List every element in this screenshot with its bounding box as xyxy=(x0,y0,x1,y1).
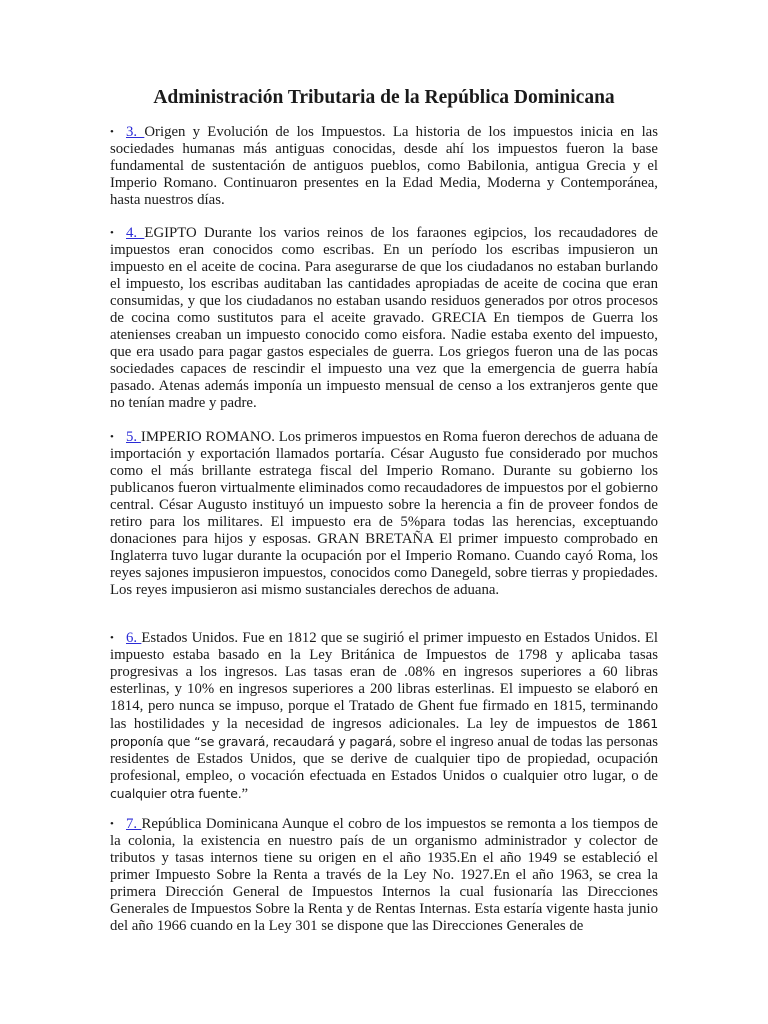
item-text-sans: cualquier otra fuente. xyxy=(110,786,242,801)
item-text: ” xyxy=(241,786,249,802)
item-text-sans: de 1861 proponía que “se gravará, recaudará y pagará, xyxy=(110,716,658,749)
item-text: República Dominicana Aunque el cobro de los impuestos se remonta a los tiempos de la colonia, la existencia en nuestro país de un organismo administrador y colector de tributos y tasas internos tiene su origen en el año 1935.En el año 1949 se estableció el primer Impuesto Sobre la Renta a través de la Ley No. 1927.En el año 1963, se crea la primera Dirección General de Impuestos Internos la cual fusionaría las Direcciones Generales de Impuestos Sobre la Renta y de Rentas Internas. Esta estaría vigente hasta junio del año 1966 cuando en la Ley 301 se dispone que las Direcciones Generales de xyxy=(110,816,658,934)
list-item xyxy=(110,225,658,412)
bullet-icon xyxy=(110,124,126,141)
list-item xyxy=(110,124,658,209)
item-text: Origen y Evolución de los Impuestos. La historia de los impuestos inicia en las sociedades humanas más antiguas conocidas, desde ahí los impuestos fueron la base fundamental de sustentación de antiguos pueblos, como Babilonia, antigua Grecia y el Imperio Romano. Continuaron presentes en la Edad Media, Moderna y Contemporánea, hasta nuestros días. xyxy=(110,124,658,208)
item-text: sobre el ingreso anual de todas las personas residentes de Estados Unidos, que se derive de cualquier tipo de propiedad, ocupación profesional, empleo, o vocación efectuada en Estados Unidos o cualquier otro lugar, o de xyxy=(110,734,658,784)
list-item xyxy=(110,630,658,803)
list-item xyxy=(110,816,658,935)
document-title: Administración Tributaria de la República Dominicana xyxy=(153,87,615,108)
bullet-icon xyxy=(110,429,126,446)
item-number-link[interactable]: 7. xyxy=(126,816,142,832)
item-number-link[interactable]: 6. xyxy=(126,630,142,646)
bullet-icon xyxy=(110,816,126,833)
item-text: IMPERIO ROMANO. Los primeros impuestos en Roma fueron derechos de aduana de importación y exportación llamados portaría. César Augusto fue considerado por muchos como el más brillante estratega fiscal del Imperio Romano. Durante su gobierno los publicanos fueron virtualmente eliminados como recaudadores de impuestos por el gobierno central. César Augusto instituyó un impuesto sobre la herencia a fin de proveer fondos de retiro para los militares. El impuesto era de 5%para todas las herencias, exceptuando donaciones para hijos y esposas. GRAN BRETAÑA El primer impuesto comprobado en Inglaterra tuvo lugar durante la ocupación por el Imperio Romano. Cuando cayó Roma, los reyes sajones impusieron impuestos, conocidos como Danegeld, sobre tierras y propiedades. Los reyes impusieron asi mismo sustanciales derechos de aduana. xyxy=(110,429,658,598)
bullet-icon xyxy=(110,225,126,242)
item-text: EGIPTO Durante los varios reinos de los faraones egipcios, los recaudadores de impuestos eran conocidos como escribas. En un período los escribas impusieron un impuesto en el aceite de cocina. Para asegurarse de que los ciudadanos no estaban burlando el impuesto, los escribas auditaban las cantidades apropiadas de aceite de cocina que eran consumidas, y que los ciudadanos no estaban usando residuos generados por otros procesos de cocina como sustitutos para el aceite gravado. GRECIA En tiempos de Guerra los atenienses creaban un impuesto conocido como eisfora. Nadie estaba exento del impuesto, que era usado para pagar gastos especiales de guerra. Los griegos fueron una de las pocas sociedades capaces de rescindir el impuesto una vez que la emergencia de guerra había pasado. Atenas además imponía un impuesto mensual de censo a los extranjeros gente que no tenían madre y padre. xyxy=(110,225,658,411)
bullet-icon xyxy=(110,630,126,647)
item-number-link[interactable]: 4. xyxy=(126,225,145,241)
item-number-link[interactable]: 5. xyxy=(126,429,141,445)
list-item xyxy=(110,429,658,599)
item-text: Estados Unidos. Fue en 1812 que se sugirió el primer impuesto en Estados Unidos. El impuesto estaba basado en la Ley Británica de Impuestos de 1798 y aplicaba tasas progresivas a los ingresos. Las tasas eran de .08% en ingresos superiores a 60 libras esterlinas, y 10% en ingresos superiores a 200 libras esterlinas. El impuesto se elaboró en 1814, pero nunca se impuso, porque el Tratado de Ghent fue firmado en 1815, terminando las hostilidades y la necesidad de ingresos adicionales. La ley de impuestos xyxy=(110,630,658,732)
item-number-link[interactable]: 3. xyxy=(126,124,145,140)
